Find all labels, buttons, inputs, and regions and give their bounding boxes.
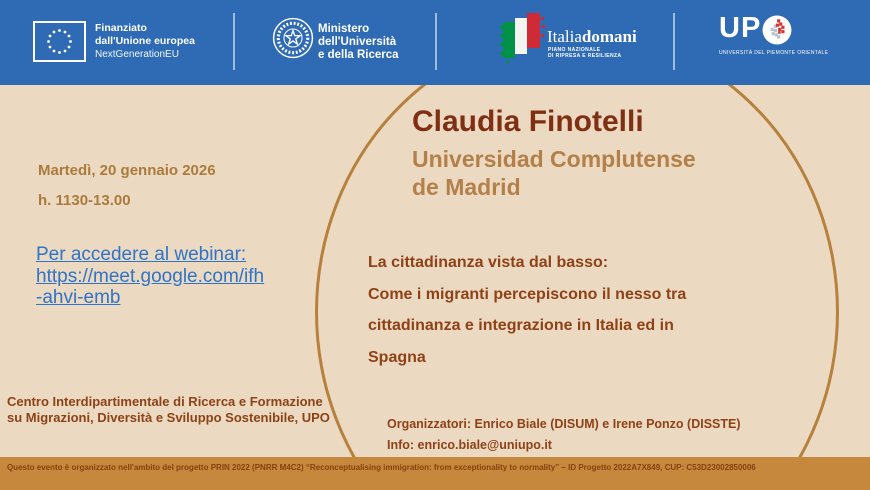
pnrr-subtitle <box>548 47 621 59</box>
banner-divider-2 <box>435 13 437 70</box>
upo-logo <box>719 14 792 45</box>
eu-funding-label <box>95 22 195 61</box>
talk-title-line3: cittadinanza e integrazione in Italia ed in <box>368 317 674 334</box>
contact-email-line: Info: enrico.biale@uniupo.it <box>387 438 552 452</box>
talk-title-line4: Spagna <box>368 348 426 366</box>
eu-funding-line1: Finanziato <box>95 22 147 34</box>
ministero-line3: e della Ricerca <box>318 48 399 61</box>
flyer-body <box>0 85 870 457</box>
upo-subtitle: UNIVERSITÀ DEL PIEMONTE ORIENTALE <box>719 50 829 56</box>
upo-acronym: UP <box>719 12 762 44</box>
research-center-line1: Centro Interdipartimentale di Ricerca e Formazione <box>7 394 323 409</box>
event-time: h. 1130-13.00 <box>38 192 131 209</box>
speaker-affiliation <box>412 145 696 201</box>
eu-funding-line2: dall'Unione europea <box>95 35 195 47</box>
project-footer-bar <box>0 457 870 490</box>
talk-title <box>368 247 686 373</box>
research-center-line2: su Migrazioni, Diversità e Sviluppo Sostenibile, UPO <box>7 410 330 425</box>
talk-title-line2: Come i migranti percepiscono il nesso tra <box>368 285 687 303</box>
piemonte-map-icon <box>762 15 792 45</box>
talk-title-line1: La cittadinanza vista dal basso: <box>368 254 609 271</box>
logo-banner <box>0 0 870 85</box>
research-center-label <box>7 394 330 426</box>
webinar-url-line1[interactable]: https://meet.google.com/ifh <box>36 265 265 287</box>
organizers-line: Organizzatori: Enrico Biale (DISUM) e Irene Ponzo (DISSTE) <box>387 417 741 431</box>
affiliation-line1: Universidad Complutense <box>412 146 696 172</box>
ministero-line2: dell'Università <box>318 35 397 48</box>
italiadomani-flag-icon <box>500 12 546 64</box>
webinar-link-label[interactable]: Per accedere al webinar: <box>36 244 247 265</box>
italiadomani-wordmark <box>547 27 637 47</box>
banner-divider-1 <box>233 13 235 70</box>
italiadomani-word-bold: domani <box>581 27 637 46</box>
banner-divider-3 <box>673 13 675 70</box>
eu-flag-icon <box>33 21 86 62</box>
ministero-line1: Ministero <box>318 23 370 35</box>
affiliation-line2: de Madrid <box>412 174 521 200</box>
organizers-info <box>387 414 741 456</box>
speaker-name: Claudia Finotelli <box>412 105 644 138</box>
pnrr-subtitle-line1: PIANO NAZIONALE <box>548 47 601 53</box>
nextgenerationeu-label: NextGenerationEU <box>95 49 179 60</box>
ministero-emblem-icon <box>272 17 314 59</box>
webinar-link[interactable] <box>36 244 264 309</box>
pnrr-subtitle-line2: DI RIPRESA E RESILIENZA <box>548 53 622 59</box>
webinar-url-line2[interactable]: -ahvi-emb <box>36 287 121 308</box>
project-funding-note: Questo evento è organizzato nell'ambito del progetto PRIN 2022 (PNRR M4C2) “Reconceptualising immigration: from exceptionality to normality” – ID Progetto 2022A7X849, CUP: C53D23002850006 <box>7 463 756 472</box>
ministero-label <box>318 23 399 61</box>
event-date: Martedì, 20 gennaio 2026 <box>38 162 216 179</box>
italiadomani-word-regular: Italia <box>547 27 582 46</box>
